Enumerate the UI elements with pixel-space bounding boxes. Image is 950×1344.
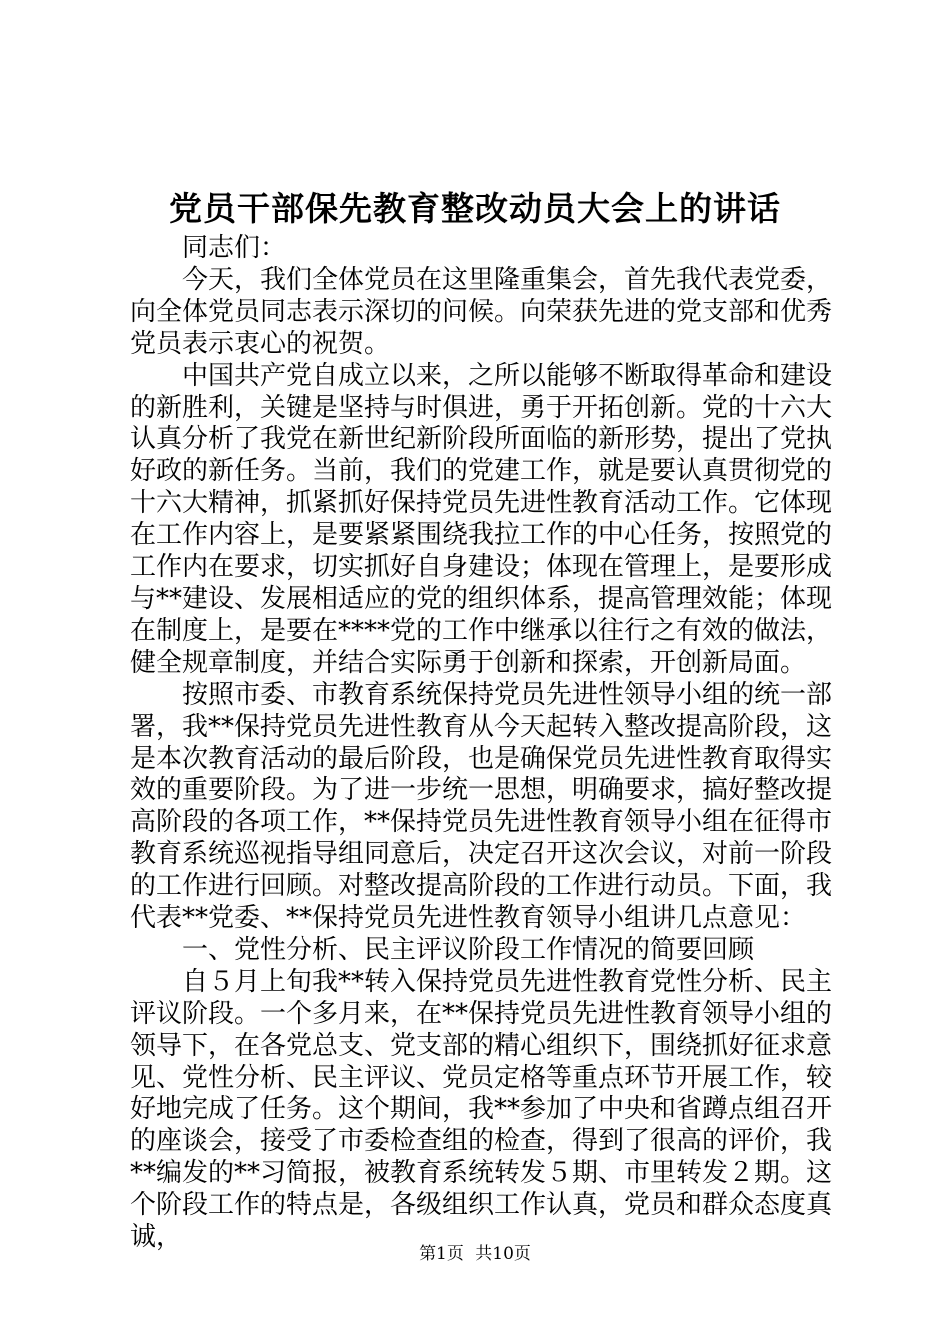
body-paragraph: 中国共产党自成立以来，之所以能够不断取得革命和建设的新胜利，关键是坚持与时俱进，勇于开拓创新。党的十六大认真分析了我党在新世纪新阶段所面临的新形势，提出了党执好政的新任务。当前，我们的党建工作，就是要认真贯彻党的十六大精神，抓紧抓好保持党员先进性教育活动工作。它体现在工作内容上，是要紧紧围绕我拉工作的中心任务，按照党的工作内在要求，切实抓好自身建设；体现在管理上，是要形成与**建设、发展相适应的党的组织体系，提高管理效能；体现在制度上，是要在****党的工作中继承以往行之有效的做法，健全规章制度，并结合实际勇于创新和探索，开创新局面。 xyxy=(130,360,833,678)
body-paragraph: 自５月上旬我**转入保持党员先进性教育党性分析、民主评议阶段。一个多月来，在**保持党员先进性教育领导小组的领导下，在各党总支、党支部的精心组织下，围绕抓好征求意见、党性分析、民主评议、党员定格等重点环节开展工作，较好地完成了任务。这个期间，我**参加了中央和省蹲点组召开的座谈会，接受了市委检查组的检查，得到了很高的评价，我**编发的**习简报，被教育系统转发５期、市里转发２期。这个阶段工作的特点是，各级组织工作认真，党员和群众态度真诚， xyxy=(130,966,833,1253)
document-title: 党员干部保先教育整改动员大会上的讲话 xyxy=(169,189,781,228)
body-paragraph: 今天，我们全体党员在这里隆重集会，首先我代表党委，向全体党员同志表示深切的问候。向荣获先进的党支部和优秀党员表示衷心的祝贺。 xyxy=(130,264,833,359)
page-total: 共10页 xyxy=(475,1244,531,1264)
document-body xyxy=(130,233,832,1254)
body-paragraph: 按照市委、市教育系统保持党员先进性领导小组的统一部署，我**保持党员先进性教育从今天起转入整改提高阶段，这是本次教育活动的最后阶段，也是确保党员先进性教育取得实效的重要阶段。为了进一步统一思想，明确要求，搞好整改提高阶段的各项工作，**保持党员先进性教育领导小组在征得市教育系统巡视指导组同意后，决定召开这次会议，对前一阶段的工作进行回顾。对整改提高阶段的工作进行动员。下面，我代表**党委、**保持党员先进性教育领导小组讲几点意见： xyxy=(130,679,833,934)
page-footer xyxy=(0,1242,950,1266)
page-number: 第1页 xyxy=(419,1244,464,1264)
salutation-paragraph: 同志们： xyxy=(182,233,287,263)
section-heading: 一、党性分析、民主评议阶段工作情况的简要回顾 xyxy=(182,934,755,965)
